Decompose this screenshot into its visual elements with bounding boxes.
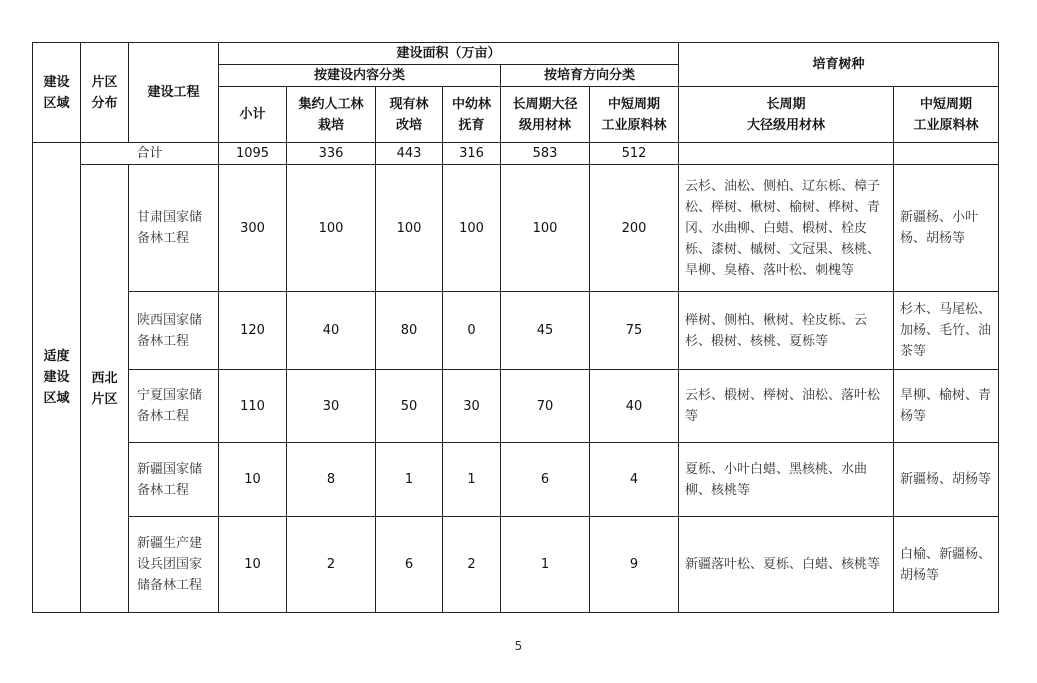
cell-species-long: 榉树、侧柏、楸树、栓皮栎、云杉、椴树、核桃、夏栎等	[679, 292, 894, 370]
cell-species-short: 新疆杨、胡杨等	[894, 443, 999, 517]
header-by-content: 按建设内容分类	[219, 65, 501, 87]
header-project: 建设工程	[129, 43, 219, 143]
cell-species-short: 新疆杨、小叶杨、胡杨等	[894, 165, 999, 292]
header-young: 中幼林 抚育	[443, 87, 501, 143]
total-row	[33, 143, 999, 165]
cell-subtotal: 110	[219, 370, 287, 443]
cell-long-timber: 45	[501, 292, 590, 370]
cell-young: 2	[443, 517, 501, 613]
cell-subtotal: 10	[219, 443, 287, 517]
cell-subtotal: 120	[219, 292, 287, 370]
cell-intensive: 8	[287, 443, 376, 517]
zone-cell	[81, 165, 129, 613]
cell-short-raw: 40	[590, 370, 679, 443]
project-name: 新疆国家储 备林工程	[129, 443, 219, 517]
project-name: 新疆生产建 设兵团国家 储备林工程	[129, 517, 219, 613]
table-row	[33, 370, 999, 443]
total-young: 316	[443, 143, 501, 165]
total-intensive: 336	[287, 143, 376, 165]
cell-species-long: 夏栎、小叶白蜡、黑核桃、水曲柳、核桃等	[679, 443, 894, 517]
header-existing: 现有林 改培	[376, 87, 443, 143]
header-area-group: 建设面积（万亩）	[219, 43, 679, 65]
cell-long-timber: 1	[501, 517, 590, 613]
header-species-long: 长周期 大径级用材林	[679, 87, 894, 143]
cell-species-long: 云杉、椴树、榉树、油松、落叶松等	[679, 370, 894, 443]
cell-young: 0	[443, 292, 501, 370]
cell-short-raw: 200	[590, 165, 679, 292]
cell-long-timber: 70	[501, 370, 590, 443]
header-short-raw: 中短周期 工业原料林	[590, 87, 679, 143]
total-long-timber: 583	[501, 143, 590, 165]
header-long-timber: 长周期大径 级用材林	[501, 87, 590, 143]
cell-long-timber: 6	[501, 443, 590, 517]
cell-species-long: 新疆落叶松、夏栎、白蜡、核桃等	[679, 517, 894, 613]
table-row	[33, 292, 999, 370]
total-short-raw: 512	[590, 143, 679, 165]
cell-species-long: 云杉、油松、侧柏、辽东栎、樟子松、榉树、楸树、榆树、桦树、青冈、水曲柳、白蜡、椴树、栓皮栎、漆树、槭树、文冠果、核桃、旱柳、臭椿、落叶松、刺槐等	[679, 165, 894, 292]
cell-young: 30	[443, 370, 501, 443]
header-zone	[81, 43, 129, 143]
cell-intensive: 100	[287, 165, 376, 292]
cell-short-raw: 75	[590, 292, 679, 370]
header-species-short: 中短周期 工业原料林	[894, 87, 999, 143]
header-zone-text: 片区 分布	[91, 74, 118, 111]
total-label: 合计	[81, 143, 219, 165]
cell-intensive: 2	[287, 517, 376, 613]
project-name: 陕西国家储 备林工程	[129, 292, 219, 370]
header-region-text: 建设 区域	[43, 74, 70, 111]
cell-existing: 100	[376, 165, 443, 292]
cell-short-raw: 9	[590, 517, 679, 613]
project-name: 宁夏国家储 备林工程	[129, 370, 219, 443]
cell-young: 1	[443, 443, 501, 517]
project-name: 甘肃国家储 备林工程	[129, 165, 219, 292]
header-subtotal: 小计	[219, 87, 287, 143]
table-row	[33, 517, 999, 613]
total-subtotal: 1095	[219, 143, 287, 165]
total-species-short	[894, 143, 999, 165]
cell-long-timber: 100	[501, 165, 590, 292]
cell-species-short: 白榆、新疆杨、胡杨等	[894, 517, 999, 613]
page-number: 5	[514, 639, 523, 653]
cell-existing: 80	[376, 292, 443, 370]
region-cell	[33, 143, 81, 613]
cell-intensive: 40	[287, 292, 376, 370]
cell-existing: 50	[376, 370, 443, 443]
total-existing: 443	[376, 143, 443, 165]
cell-species-short: 旱柳、榆树、青杨等	[894, 370, 999, 443]
header-by-direction: 按培育方向分类	[501, 65, 679, 87]
cell-intensive: 30	[287, 370, 376, 443]
cell-subtotal: 10	[219, 517, 287, 613]
cell-existing: 1	[376, 443, 443, 517]
zone-label: 西北 片区	[91, 370, 118, 407]
cell-subtotal: 300	[219, 165, 287, 292]
table-row	[33, 443, 999, 517]
total-species-long	[679, 143, 894, 165]
table-row	[33, 165, 999, 292]
cell-species-short: 杉木、马尾松、加杨、毛竹、油茶等	[894, 292, 999, 370]
cell-short-raw: 4	[590, 443, 679, 517]
region-label: 适度 建设 区域	[43, 349, 70, 406]
header-region	[33, 43, 81, 143]
header-row-1	[33, 43, 999, 65]
header-species-group: 培育树种	[679, 43, 999, 87]
reserve-forest-table	[32, 42, 999, 613]
header-intensive: 集约人工林 栽培	[287, 87, 376, 143]
cell-existing: 6	[376, 517, 443, 613]
cell-young: 100	[443, 165, 501, 292]
